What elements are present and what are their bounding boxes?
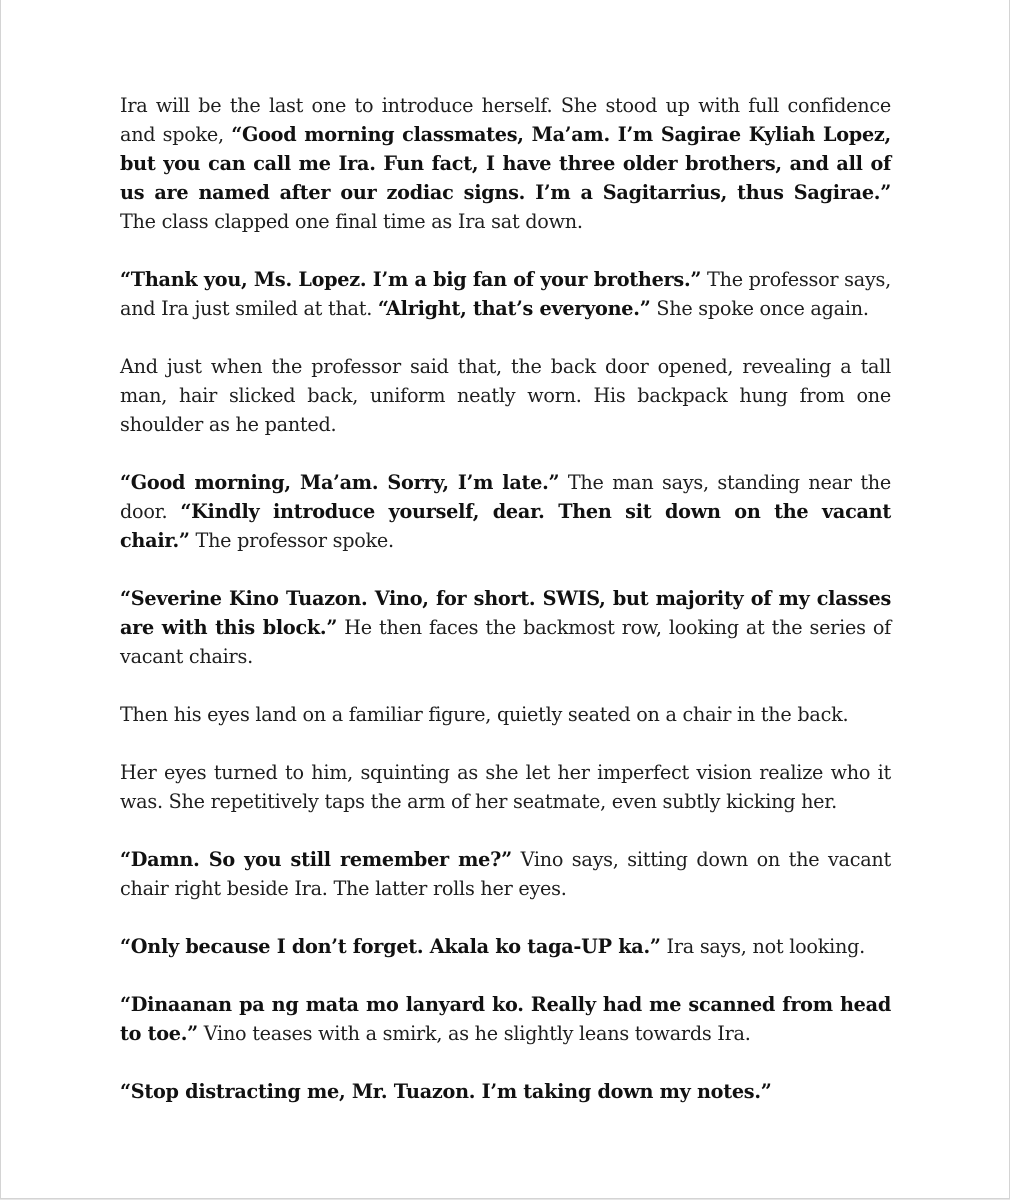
dialogue: “Good morning, Ma’am. Sorry, I’m late.” — [120, 471, 560, 494]
dialogue: “Thank you, Ms. Lopez. I’m a big fan of your brothers.” — [120, 268, 702, 291]
paragraph — [120, 265, 891, 323]
paragraph — [120, 1077, 891, 1106]
paragraph — [120, 990, 891, 1048]
narration: The professor says, and Ira just smiled at that. — [120, 268, 891, 320]
narration: Her eyes turned to him, squinting as she let her imperfect vision realize who it was. She repetitively taps the arm of her seatmate, even subtly kicking her. — [120, 761, 891, 813]
dialogue: “Damn. So you still remember me?” — [120, 848, 512, 871]
paragraph — [120, 584, 891, 671]
narration: He then faces the backmost row, looking at the series of vacant chairs. — [120, 616, 891, 668]
narration: And just when the professor said that, the back door opened, revealing a tall man, hair slicked back, uniform neatly worn. His backpack hung from one shoulder as he panted. — [120, 355, 891, 436]
paragraph — [120, 352, 891, 439]
dialogue: “Dinaanan pa ng mata mo lanyard ko. Really had me scanned from head to toe.” — [120, 993, 891, 1045]
narration: Ira says, not looking. — [660, 935, 865, 958]
paragraph — [120, 91, 891, 236]
dialogue: “Kindly introduce yourself, dear. Then sit down on the vacant chair.” — [120, 500, 891, 552]
paragraph — [120, 845, 891, 903]
dialogue: “Alright, that’s everyone.” — [377, 297, 651, 320]
narration: The man says, standing near the door. — [120, 471, 891, 523]
paragraph — [120, 468, 891, 555]
story-text — [120, 91, 891, 1135]
narration: The professor spoke. — [189, 529, 394, 552]
narration: Ira will be the last one to introduce herself. She stood up with full confidence and spoke, — [120, 94, 891, 146]
narration: Vino teases with a smirk, as he slightly leans towards Ira. — [197, 1022, 751, 1045]
narration: The class clapped one final time as Ira sat down. — [120, 210, 583, 233]
paragraph — [120, 758, 891, 816]
dialogue: “Only because I don’t forget. Akala ko taga-UP ka.” — [120, 935, 661, 958]
dialogue: “Good morning classmates, Ma’am. I’m Sagirae Kyliah Lopez, but you can call me Ira. Fun fact, I have three older brothers, and all of us are named after our zodiac signs. I’m a Sagitarrius, thus Sagirae.” — [120, 123, 891, 204]
dialogue: “Stop distracting me, Mr. Tuazon. I’m taking down my notes.” — [120, 1080, 772, 1103]
narration: Then his eyes land on a familiar figure, quietly seated on a chair in the back. — [120, 703, 849, 726]
narration: Vino says, sitting down on the vacant chair right beside Ira. The latter rolls her eyes. — [120, 848, 891, 900]
dialogue: “Severine Kino Tuazon. Vino, for short. SWIS, but majority of my classes are with this block.” — [120, 587, 891, 639]
narration: She spoke once again. — [650, 297, 869, 320]
paragraph — [120, 932, 891, 961]
paragraph — [120, 700, 891, 729]
